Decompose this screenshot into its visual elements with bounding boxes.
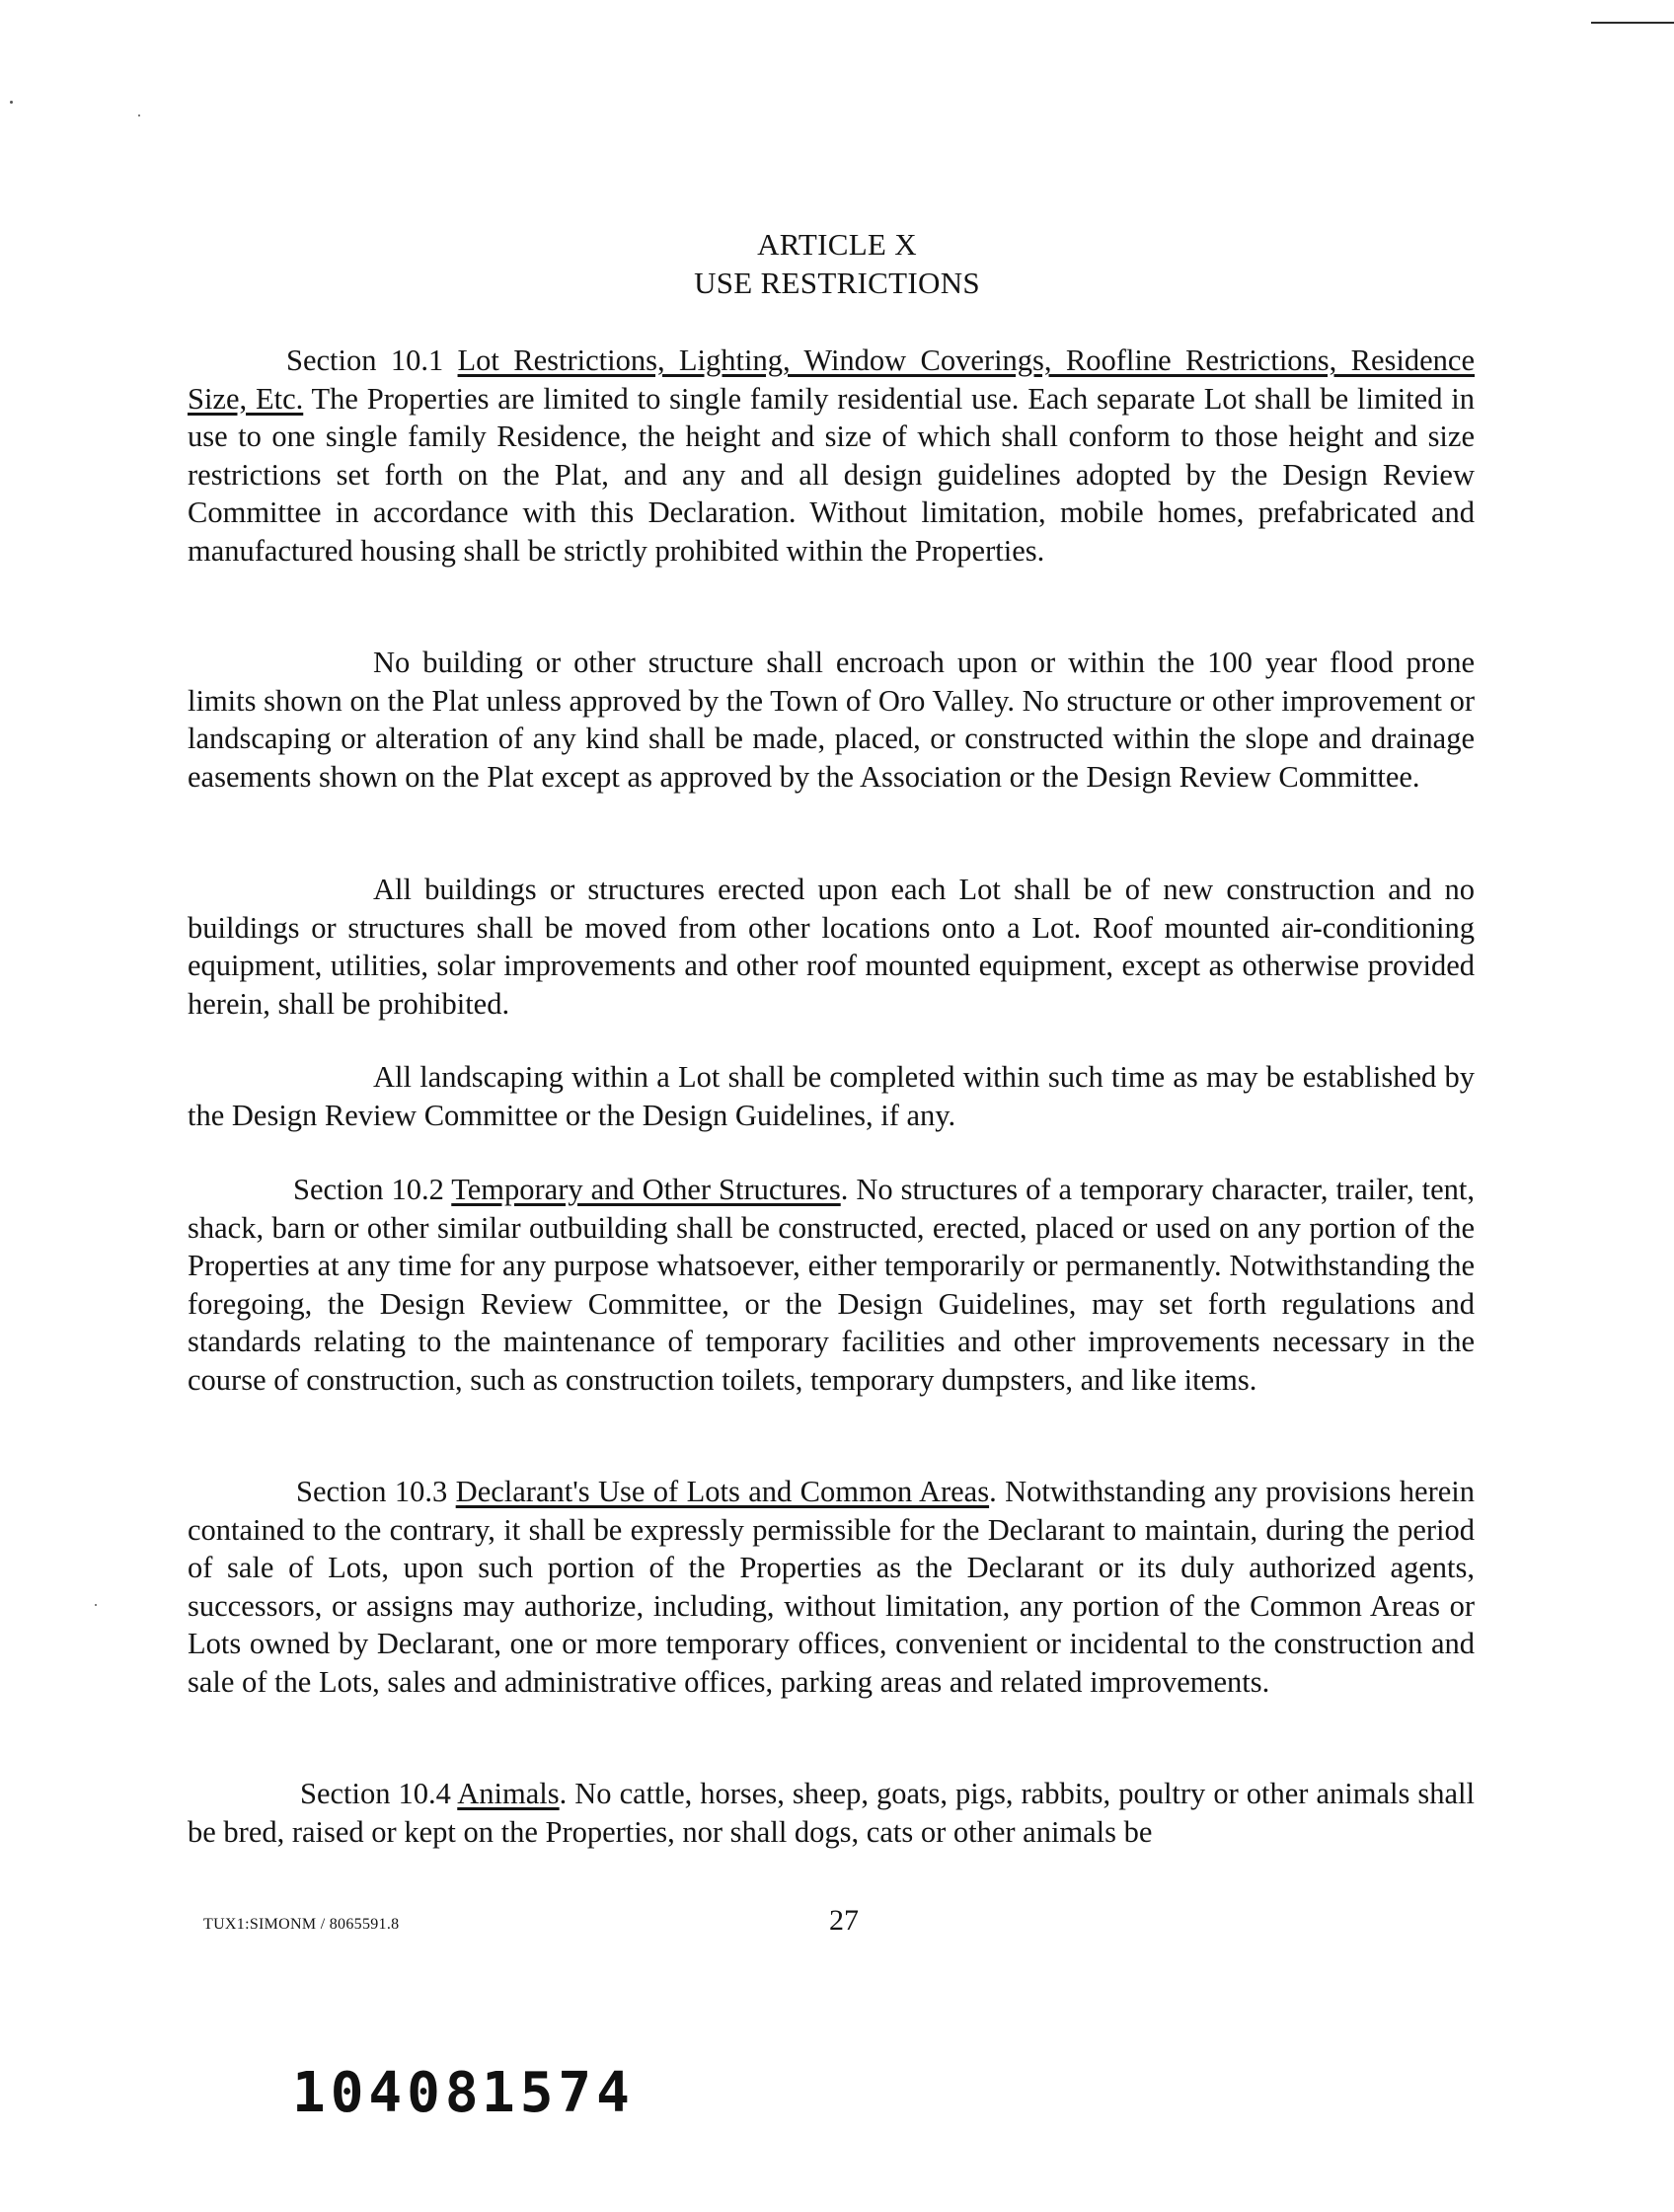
section-prefix: Section 10.4 <box>300 1777 458 1810</box>
section-heading: Animals <box>457 1777 560 1810</box>
recording-page-number: 1574 <box>482 2061 635 2125</box>
scan-speck <box>10 101 13 104</box>
section-10-2 <box>188 1171 1475 1399</box>
section-10-1 <box>188 342 1475 570</box>
article-number: ARTICLE X <box>757 227 917 262</box>
scan-speck <box>95 1604 97 1606</box>
section-body: The Properties are limited to single family residential use. Each separate Lot shall be limited in use to one single family Residence, the height and size of which shall conform to those height and size restrictions set forth on the Plat, and any and all design guidelines adopted by the Design Review Committee in accordance with this Declaration. Without limitation, mobile homes, prefabricated and manufactured housing shall be strictly prohibited within the Properties. <box>188 381 1476 568</box>
page-number: 27 <box>829 1904 859 1937</box>
section-heading: Lot Restrictions, Lighting, Window Coverings, Roofline Restrictions, Residence Size, Etc. <box>188 343 1475 416</box>
section-10-4 <box>188 1775 1475 1851</box>
paragraph: No building or other structure shall encroach upon or within the 100 year flood prone limits shown on the Plat unless approved by the Town of Oro Valley. No structure or other improvement or landscaping or alteration of any kind shall be made, placed, or constructed within the slope and drainage easements shown on the Plat except as approved by the Association or the Design Review Committee. <box>188 646 1475 794</box>
scan-speck <box>138 114 140 116</box>
section-heading: Temporary and Other Structures <box>451 1173 841 1206</box>
document-id: TUX1:SIMONM / 8065591.8 <box>203 1916 400 1933</box>
paragraph: All landscaping within a Lot shall be completed within such time as may be established by the Design Review Committee or the Design Guidelines, if any. <box>188 1060 1475 1132</box>
section-prefix: Section 10.3 <box>296 1475 456 1508</box>
section-body: . Notwithstanding any provisions herein contained to the contrary, it shall be expressly permissible for the Declarant to maintain, during the period of sale of Lots, upon such portion of the Properties as the Declarant or its duly authorized agents, successors, or assigns may authorize, including, without limitation, any portion of the Common Areas or Lots owned by Declarant, one or more temporary offices, convenient or incidental to the construction and sale of the Lots, sales and administrative offices, parking areas and related improvements. <box>188 1475 1475 1699</box>
section-heading: Declarant's Use of Lots and Common Areas <box>455 1475 990 1508</box>
top-right-rule <box>1591 22 1674 24</box>
section-body: . No structures of a temporary character, trailer, tent, shack, barn or other similar outbuilding shall be constructed, erected, placed or used on any portion of the Properties at any time for any purpose whatsoever, either temporarily or permanently. Notwithstanding the foregoing, the Design Review Committee, or the Design Guidelines, may set forth regulations and standards relating to the maintenance of temporary facilities and other improvements necessary in the course of construction, such as construction toilets, temporary dumpsters, and like items. <box>188 1173 1475 1397</box>
article-title: USE RESTRICTIONS <box>694 266 980 300</box>
section-10-3 <box>188 1473 1475 1701</box>
section-prefix: Section 10.2 <box>293 1173 452 1206</box>
paragraph: All buildings or structures erected upon each Lot shall be of new construction and no buildings or structures shall be moved from other locations onto a Lot. Roof mounted air-conditioning equipment, utilities, solar improvements and other roof mounted equipment, except as otherwise provided herein, shall be prohibited. <box>188 873 1475 1021</box>
recording-book-number: 10408 <box>292 2061 484 2125</box>
section-body: . No cattle, horses, sheep, goats, pigs, rabbits, poultry or other animals shall be bred, raised or kept on the Properties, nor shall dogs, cats or other animals be <box>188 1777 1475 1849</box>
section-prefix: Section 10.1 <box>286 343 458 377</box>
